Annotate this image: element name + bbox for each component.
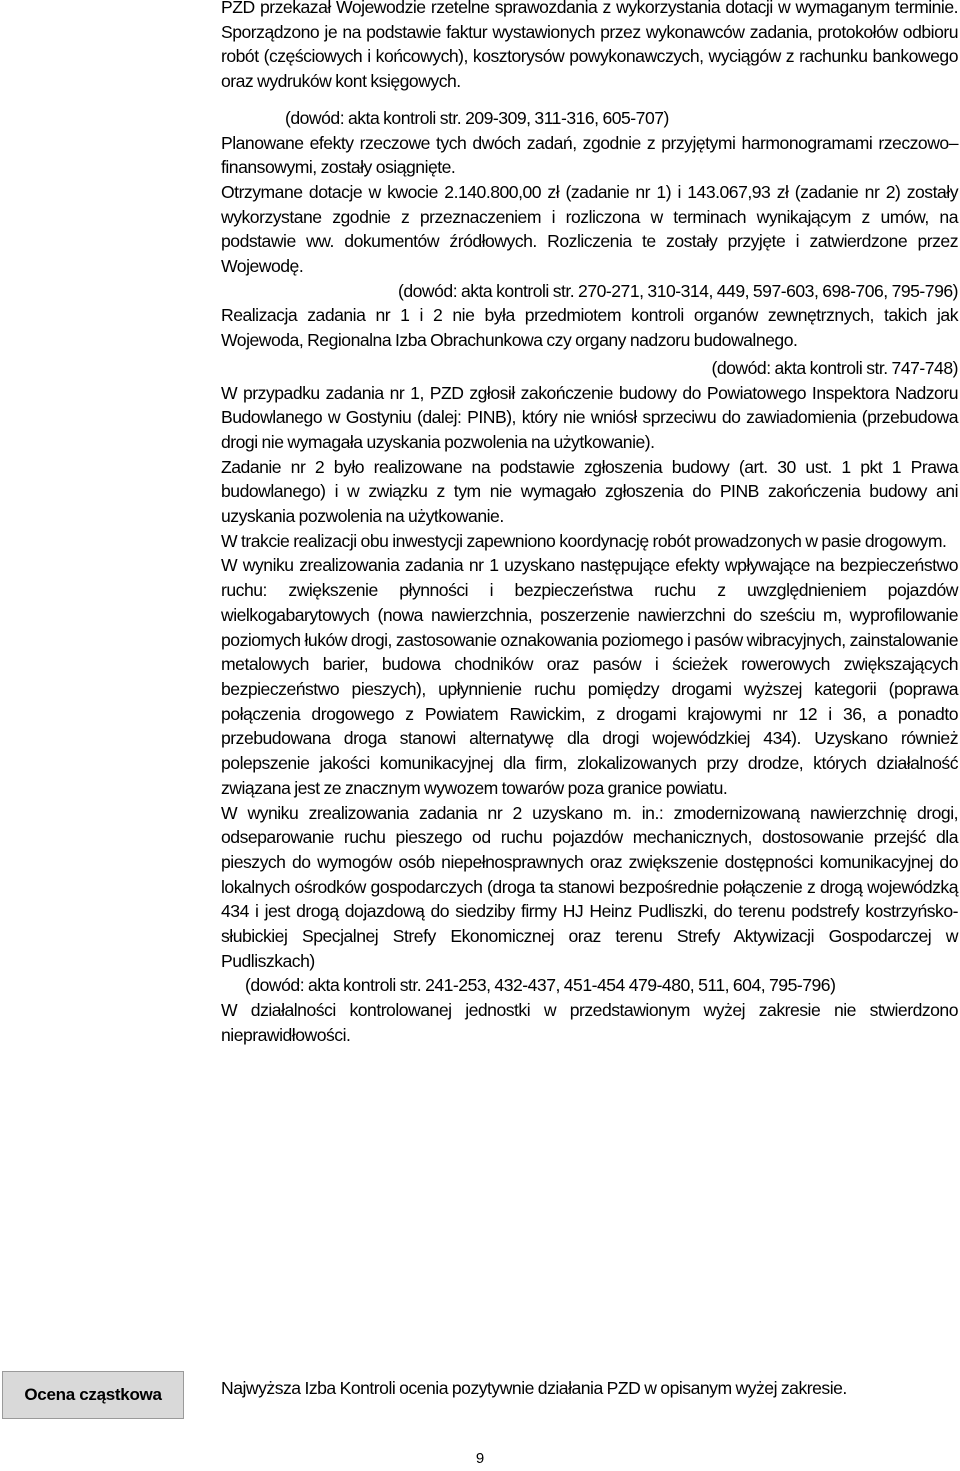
paragraph-task-1-effects: W wyniku zrealizowania zadania nr 1 uzyskano następujące efekty wpływające na bezpieczeństwo ruchu: zwiększenie płynności i bezpieczeństwa ruchu z uwzględnieniem pojazdów wielkogabarytowych (nowa nawierzchnia, poszerzenie nawierzchni do sześciu m, wyprofilowanie poziomych łuków drogi, zastosowanie oznakowania poziomego i pasów wibracyjnych, zainstalowanie metalowych barier, budowa chodników oraz pasów i ścieżek rowerowych zwiększających bezpieczeństwo pieszych), upłynnienie ruchu pomiędzy drogami wyższej kategorii (poprawa połączenia drogowego z Powiatem Rawickim, z drogami krajowymi nr 12 i 36, a ponadto przebudowana droga stanowi alternatywę dla drogi wojewódzkiej 434). Uzyskano również polepszenie jakości komunikacyjnej dla firm, zlokalizowanych przy drodze, których działalność związana jest ze znacznym wywozem towarów poza granice powiatu. <box>221 555 958 798</box>
assessment-label: Ocena cząstkowa <box>2 1371 184 1419</box>
evidence-reference: (dowód: akta kontroli str. 747-748) <box>711 357 958 378</box>
page-number: 9 <box>475 1450 485 1467</box>
paragraph-report-submission: PZD przekazał Wojewodzie rzetelne sprawozdania z wykorzystania dotacji w wymaganym terminie. Sporządzono je na podstawie faktur wystawionych przez wykonawców zadania, protokołów odbioru robót (częściowych i końcowych), kosztorysów powykonawczych, wyciągów z rachunku bankowego oraz wydruków kont księgowych. <box>221 0 958 92</box>
evidence-reference: (dowód: akta kontroli str. 241-253, 432-437, 451-454 479-480, 511, 604, 795-796) <box>245 975 836 996</box>
paragraph-external-control: Realizacja zadania nr 1 i 2 nie była przedmiotem kontroli organów zewnętrznych, takich jak Wojewoda, Regionalna Izba Obrachunkowa czy organy nadzoru budowalnego. <box>221 305 958 351</box>
evidence-reference: (dowód: akta kontroli str. 209-309, 311-316, 605-707) <box>285 107 669 128</box>
paragraph-planned-effects: Planowane efekty rzeczowe tych dwóch zadań, zgodnie z przyjętymi harmonogramami rzeczowo–finansowymi, zostały osiągnięte. <box>221 132 958 178</box>
document-body <box>221 0 958 1048</box>
paragraph-no-irregularities: W działalności kontrolowanej jednostki w przedstawionym wyżej zakresie nie stwierdzono nieprawidłowości. <box>221 1000 958 1045</box>
evidence-reference: (dowód: akta kontroli str. 270-271, 310-314, 449, 597-603, 698-706, 795-796) <box>397 280 958 301</box>
paragraph-task-2-basis: Zadanie nr 2 było realizowane na podstawie zgłoszenia budowy (art. 30 ust. 1 pkt 1 Prawa budowlanego) i w związku z tym nie wymagało zgłoszenia do PINB zakończenia budowy ani uzyskania pozwolenia na użytkowanie. <box>221 456 958 527</box>
paragraph-task-2-effects: W wyniku zrealizowania zadania nr 2 uzyskano m. in.: zmodernizowaną nawierzchnię drogi, odseparowanie ruchu pieszego od ruchu pojazdów mechanicznych, dostosowanie przejść dla pieszych do wymogów osób niepełnosprawnych oraz zwiększenie dostępności komunikacyjnej do lokalnych ośrodków gospodarczych (droga ta stanowi bezpośrednie połączenie z drogą wojewódzką 434 i jest drogą dojazdową do siedziby firmy HJ Heinz Pudliszki, do terenu podstrefy kostrzyńsko-słubickiej Specjalnej Strefy Ekonomicznej oraz terenu Strefy Aktywizacji Gospodarczej w Pudliszkach) <box>221 802 958 971</box>
paragraph-grants-used: Otrzymane dotacje w kwocie 2.140.800,00 zł (zadanie nr 1) i 143.067,93 zł (zadanie nr 2) zostały wykorzystane zgodnie z przeznaczeniem i rozliczona w terminach wynikającym z umów, na podstawie ww. dokumentów źródłowych. Rozliczenia te zostały przyjęte i zatwierdzone przez Wojewodę. <box>221 181 958 277</box>
assessment-text: Najwyższa Izba Kontroli ocenia pozytywnie działania PZD w opisanym wyżej zakresie. <box>221 1378 847 1398</box>
paragraph-task-1-completion: W przypadku zadania nr 1, PZD zgłosił zakończenie budowy do Powiatowego Inspektora Nadzoru Budowlanego w Gostyniu (dalej: PINB), który nie wniósł sprzeciwu do zawiadomienia (przebudowa drogi nie wymagała uzyskania pozwolenia na użytkowanie). <box>221 382 958 452</box>
paragraph-coordination: W trakcie realizacji obu inwestycji zapewniono koordynację robót prowadzonych w pasie drogowym. <box>221 530 947 551</box>
